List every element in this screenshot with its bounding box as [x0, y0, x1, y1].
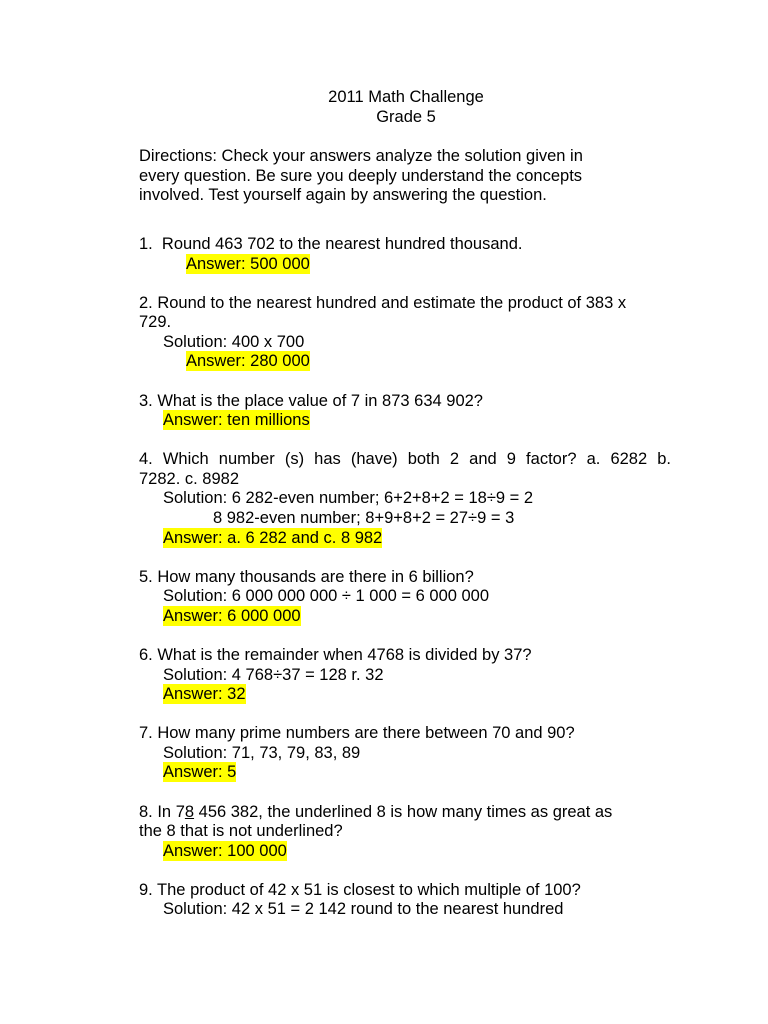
question-1: 1. Round 463 702 to the nearest hundred thousand.	[139, 235, 523, 253]
answer-1: Answer: 500 000	[186, 255, 310, 273]
directions-line-1: Directions: Check your answers analyze the solution given in	[139, 147, 583, 165]
question-8-line-2: the 8 that is not underlined?	[139, 822, 343, 840]
question-2-line-1: 2. Round to the nearest hundred and estimate the product of 383 x	[139, 294, 627, 312]
question-8-suffix: 456 382, the underlined 8 is how many times as great as	[194, 803, 613, 821]
question-9: 9. The product of 42 x 51 is closest to which multiple of 100?	[139, 881, 581, 899]
answer-6: Answer: 32	[163, 685, 246, 703]
question-2-line-2: 729.	[139, 313, 172, 331]
answer-4: Answer: a. 6 282 and c. 8 982	[163, 529, 383, 547]
underlined-digit: 8	[184, 803, 195, 821]
question-8-prefix: 8. In 7	[139, 803, 185, 821]
question-4-line-2: 7282. c. 8982	[139, 470, 239, 488]
solution-7: Solution: 71, 73, 79, 83, 89	[163, 744, 361, 762]
directions-line-3: involved. Test yourself again by answering the question.	[139, 186, 547, 204]
question-6: 6. What is the remainder when 4768 is divided by 37?	[139, 646, 532, 664]
question-5: 5. How many thousands are there in 6 billion?	[139, 568, 474, 586]
question-4-line-1: 4. Which number (s) has (have) both 2 and 9 factor? a. 6282 b.	[139, 450, 671, 468]
question-8-line-1	[139, 802, 612, 822]
question-3: 3. What is the place value of 7 in 873 634 902?	[139, 392, 483, 410]
question-7: 7. How many prime numbers are there between 70 and 90?	[139, 724, 575, 742]
solution-6: Solution: 4 768÷37 = 128 r. 32	[163, 666, 384, 684]
directions-line-2: every question. Be sure you deeply understand the concepts	[139, 167, 583, 185]
answer-3: Answer: ten millions	[163, 411, 310, 429]
document-title: 2011 Math Challenge	[328, 88, 484, 106]
solution-2: Solution: 400 x 700	[163, 333, 305, 351]
answer-8: Answer: 100 000	[163, 842, 287, 860]
answer-2: Answer: 280 000	[186, 352, 310, 370]
answer-7: Answer: 5	[163, 763, 237, 781]
solution-4-line-2: 8 982-even number; 8+9+8+2 = 27÷9 = 3	[213, 509, 515, 527]
solution-5: Solution: 6 000 000 000 ÷ 1 000 = 6 000 000	[163, 587, 490, 605]
solution-9: Solution: 42 x 51 = 2 142 round to the nearest hundred	[163, 900, 564, 918]
answer-5: Answer: 6 000 000	[163, 607, 301, 625]
solution-4-line-1: Solution: 6 282-even number; 6+2+8+2 = 18÷9 = 2	[163, 489, 534, 507]
grade-label: Grade 5	[376, 108, 436, 126]
